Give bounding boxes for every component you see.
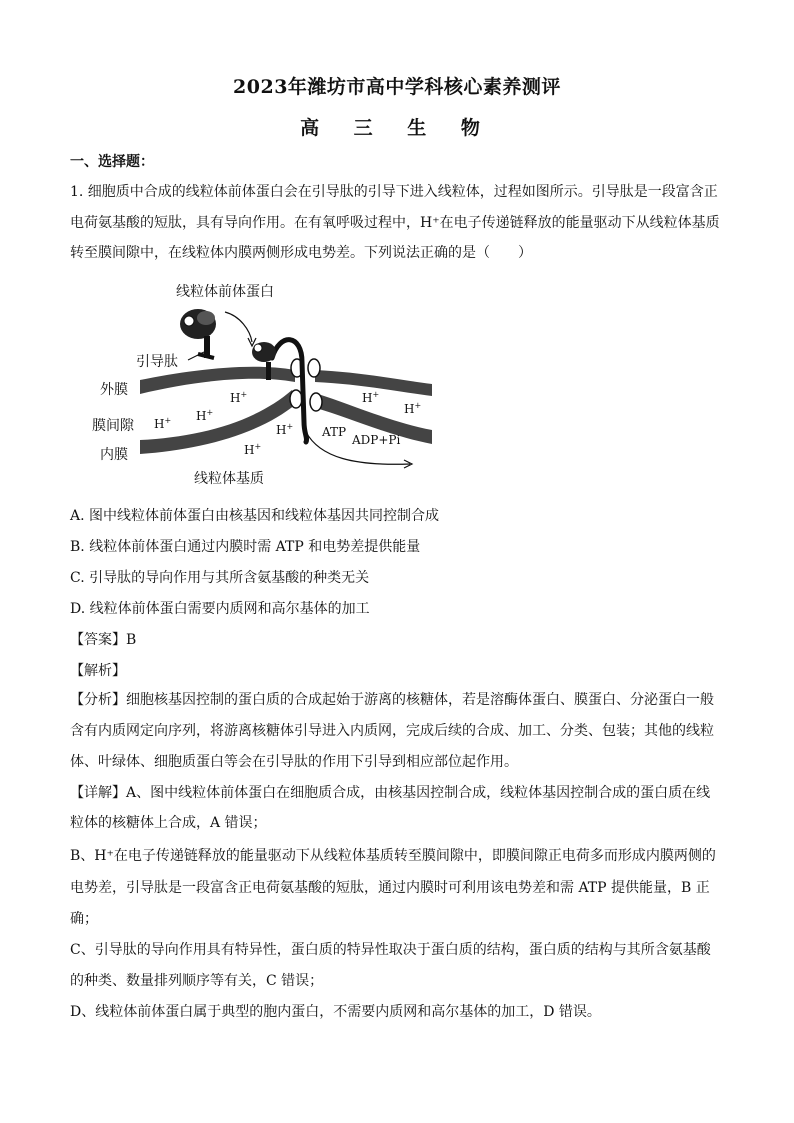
option-c: C. 引导肽的导向作用与其所含氨基酸的种类无关: [70, 570, 370, 586]
analysis-line-2: 含有内质网定向序列，将游离核糖体引导进入内质网，完成后续的合成、加工、分类、包装；其他的线粒: [70, 723, 714, 739]
exam-title: 2023年潍坊市高中学科核心素养测评: [233, 76, 561, 98]
precursor-protein: [180, 309, 216, 358]
detail-line-6: C、引导肽的导向作用具有特异性，蛋白质的特异性取决于蛋白质的结构，蛋白质的结构与其所含氨基酸: [70, 942, 711, 958]
inner-membrane-label: 内膜: [100, 447, 128, 463]
detail-tag: 【详解】: [70, 785, 126, 801]
outer-membrane-label: 外膜: [100, 382, 128, 398]
question-line-2: 电荷氨基酸的短肽，具有导向作用。在有氧呼吸过程中，H⁺在电子传递链释放的能量驱动下从线粒体基质: [70, 215, 720, 231]
option-d: D. 线粒体前体蛋白需要内质网和高尔基体的加工: [70, 601, 370, 617]
analysis-tag: 【分析】: [70, 692, 126, 708]
option-a: A. 图中线粒体前体蛋白由核基因和线粒体基因共同控制合成: [70, 508, 440, 524]
proton-label: H+: [230, 390, 248, 405]
detail-line-7: 的种类、数量排列顺序等有关，C 错误；: [70, 973, 324, 989]
proton-label: H+: [276, 422, 294, 437]
proton-label: H+: [404, 401, 422, 416]
question-line-1: 1. 细胞质中合成的线粒体前体蛋白会在引导肽的引导下进入线粒体，过程如图所示。引导肽是一段富含正: [70, 184, 718, 200]
analysis-line-3: 体、叶绿体、细胞质蛋白等会在引导肽的作用下引导到相应部位起作用。: [70, 754, 518, 770]
detail-line-4: 电势差，引导肽是一段富含正电荷氨基酸的短肽，通过内膜时可利用该电势差和需 ATP 提供能量，B 正: [70, 880, 710, 896]
precursor-label: 线粒体前体蛋白: [176, 284, 274, 300]
adp-pi-label: ADP+Pi: [352, 433, 401, 447]
proton-label: H+: [196, 408, 214, 423]
analysis-line-1: 【分析】细胞核基因控制的蛋白质的合成起始于游离的核糖体，若是溶酶体蛋白、膜蛋白、分泌蛋白一般: [70, 692, 714, 708]
option-b: B. 线粒体前体蛋白通过内膜时需 ATP 和电势差提供能量: [70, 539, 421, 555]
matrix-label: 线粒体基质: [194, 471, 264, 487]
signal-peptide-label: 引导肽: [136, 354, 178, 370]
atp-label: ATP: [322, 425, 347, 439]
question-line-3: 转至膜间隙中，在线粒体内膜两侧形成电势差。下列说法正确的是（ ）: [70, 245, 532, 261]
mitochondria-import-diagram: [80, 272, 440, 494]
subject-title: 高 三 生 物: [300, 117, 494, 139]
proton-label: H+: [154, 416, 172, 431]
detail-line-5: 确；: [70, 911, 98, 927]
section-heading: 一、选择题：: [70, 154, 154, 170]
answer-line: [70, 629, 136, 649]
answer-value: B: [126, 632, 137, 648]
detail-line-8: D、线粒体前体蛋白属于典型的胞内蛋白，不需要内质网和高尔基体的加工，D 错误。: [70, 1004, 601, 1020]
detail-line-3: B、H⁺在电子传递链释放的能量驱动下从线粒体基质转至膜间隙中，即膜间隙正电荷多而形成内膜两侧的: [70, 848, 716, 864]
detail-line-2: 粒体的核糖体上合成，A 错误；: [70, 815, 267, 831]
proton-label: H+: [244, 442, 262, 457]
outer-membrane: [140, 367, 295, 394]
detail-line-1: 【详解】A、图中线粒体前体蛋白在细胞质合成，由核基因控制合成，线粒体基因控制合成的蛋白质在线: [70, 785, 711, 801]
intermembrane-space-label: 膜间隙: [92, 418, 134, 434]
answer-tag: 【答案】: [70, 632, 126, 648]
analysis-heading: 【解析】: [70, 663, 126, 679]
proton-label: H+: [362, 390, 380, 405]
